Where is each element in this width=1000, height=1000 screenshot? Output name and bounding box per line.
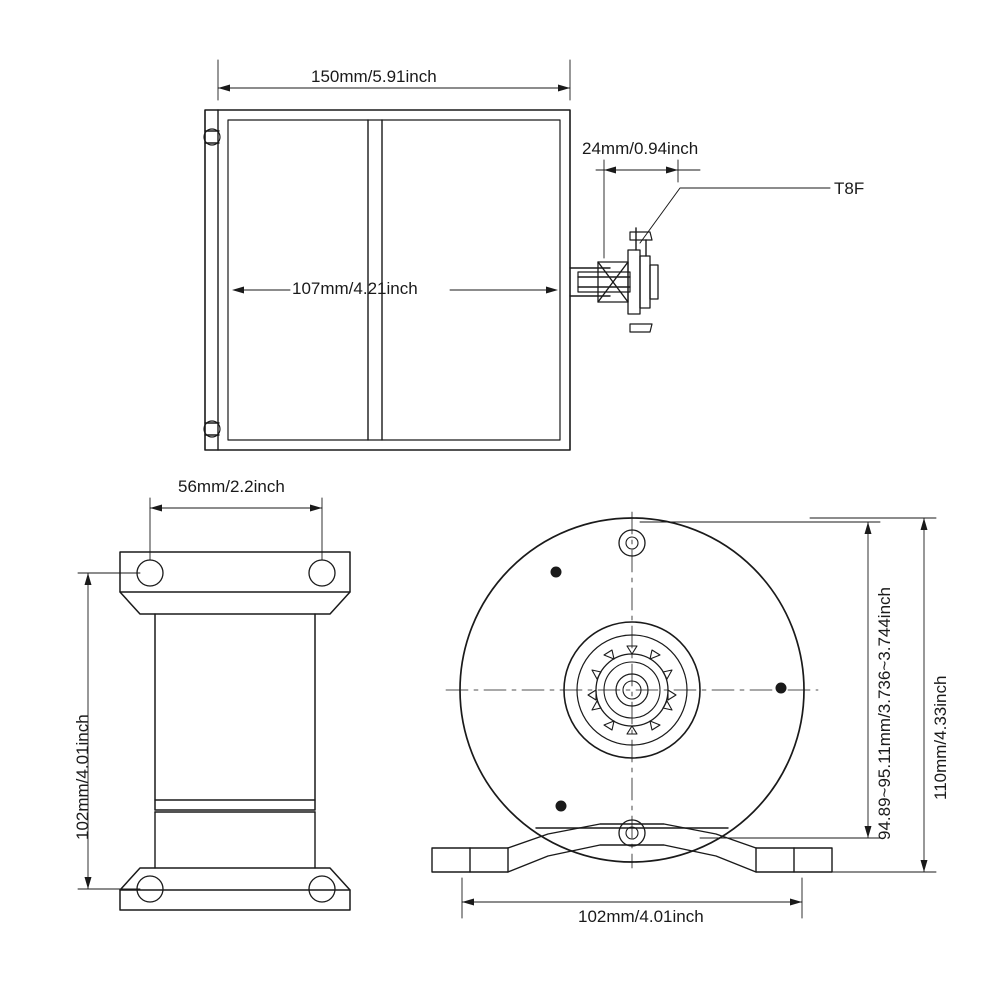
dimension-label-shaft-length: 24mm/0.94inch [582, 139, 699, 158]
dimension-label-base-width: 102mm/4.01inch [578, 907, 704, 926]
dimension-label-bolt-spacing: 56mm/2.2inch [178, 477, 285, 496]
dimension-label-overall-width: 150mm/5.91inch [311, 67, 437, 86]
dimension-label-body-diameter-range: 94.89~95.11mm/3.736~3.744inch [875, 587, 894, 840]
dimension-label-mount-height: 102mm/4.01inch [73, 714, 92, 840]
end-face-view [432, 512, 936, 918]
callout-label-sprocket-t8f: T8F [834, 179, 865, 198]
dimension-label-body-length: 107mm/4.21inch [292, 279, 418, 298]
dimension-label-overall-height: 110mm/4.33inch [931, 675, 950, 800]
side-elevation-view [204, 60, 830, 450]
front-bracket-view [78, 498, 350, 910]
